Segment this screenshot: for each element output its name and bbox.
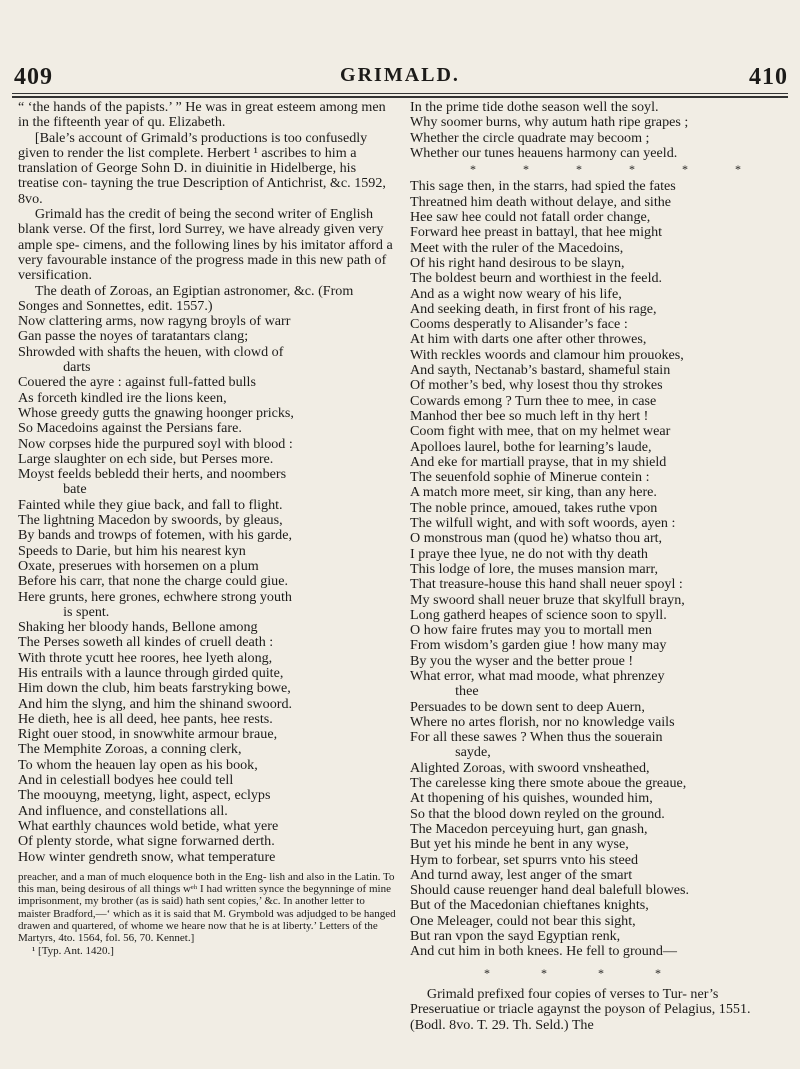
verse-line: By bands and trowps of fotemen, with his garde,	[18, 527, 292, 544]
verse-line: To whom the heauen lay open as his book,	[18, 756, 258, 773]
verse-line: O how faire frutes may you to mortall men	[410, 622, 652, 639]
verse-line: This sage then, in the starrs, had spied the fates	[410, 178, 676, 195]
verse-line: Couered the ayre : against full-fatted bulls	[18, 374, 256, 391]
blank-verse-paragraph: Grimald has the credit of being the second writer of English blank verse. Of the first, lord Surrey, we have already given very ample spe- cimens, and the following lines by his imitator afford a very favourable instance of the progress made in this new path of versification.	[18, 206, 393, 284]
verse-line: thee	[455, 683, 479, 700]
footnotes	[18, 871, 396, 957]
verse-line: The moouyng, meetyng, light, aspect, eclyps	[18, 787, 271, 804]
verse-line: Of plenty storde, what signe forwarned derth.	[18, 833, 275, 850]
verse-line: The boldest beurn and worthiest in the feeld.	[410, 270, 663, 287]
verse-line: So Macedoins against the Persians fare.	[18, 420, 242, 437]
verse-line: My swoord shall neuer bruze that skylfull brayn,	[410, 591, 685, 608]
verse-line: The Memphite Zoroas, a conning clerk,	[18, 741, 242, 758]
verse-line: So that the blood down reyled on the ground.	[410, 805, 665, 822]
footnote-continuation: preacher, and a man of much eloquence both in the Eng- lish and also in the Latin. To this man, being desirous of all things wᵉʰ I had written synce the begynninge of mine imprisonment, my brother (as is said) hath sent copies,’ &c. In another letter to maister Bradford,—‘ which as it is said that M. Grymbold was adjudged to be hanged drawen and quartered, of whome we heare now that he is at liberty.’ Letters of the Martyrs, 4to. 1564, fol. 56, 70. Kennet.]	[18, 870, 396, 945]
verse-line: Large slaughter on ech side, but Perses more.	[18, 450, 274, 467]
verse-line: Apolloes laurel, bothe for learning’s laude,	[410, 438, 652, 455]
verse-line: Moyst feelds bebledd their herts, and noombers	[18, 466, 287, 483]
verse-line: What error, what mad moode, what phrenzey	[410, 667, 665, 684]
verse-line: Cooms desperatly to Alisander’s face :	[410, 316, 628, 333]
verse-line: Why soomer burns, why autum hath ripe grapes ;	[410, 114, 689, 131]
verse-line: Hee saw hee could not fatall order change,	[410, 209, 651, 226]
verse-line: Here grunts, here grones, echwhere strong youth	[18, 588, 292, 605]
verse-line: Now corpses hide the purpured soyl with blood :	[18, 435, 293, 452]
verse-line: With throte ycutt hee roores, hee lyeth along,	[18, 649, 273, 666]
verse-line: Shaking her bloody hands, Bellone among	[18, 619, 258, 636]
verse-line: The Macedon perceyuing hurt, gan gnash,	[410, 820, 648, 837]
verse-line: And in celestiall bodyes hee could tell	[18, 772, 234, 789]
verse-line: At him with darts one after other throwes,	[410, 331, 647, 348]
bale-paragraph: [Bale’s account of Grimald’s productions is too confusedly given to render the list complete. Herbert ¹ ascribes to him a translation of George Sohn D. in diuinitie in Hidelberge, his treatise con- tayning the true Description of Antichrist, &c. 1592, 8vo.	[18, 129, 386, 207]
verse-line: How winter gendreth snow, what temperature	[18, 848, 276, 865]
verse-line: And eke for martiall prayse, that in my shield	[410, 453, 667, 470]
verse-line: The lightning Macedon by swoords, by gleaus,	[18, 512, 283, 529]
page-number-right: 410	[749, 64, 788, 90]
verse-line: Forward hee preast in battayl, that hee might	[410, 224, 663, 241]
page-number-left: 409	[14, 64, 53, 90]
verse-line: And as a wight now weary of his life,	[410, 285, 622, 302]
verse-line: And sayth, Nectanab’s bastard, shameful stain	[410, 362, 671, 379]
verse-line: The seuenfold sophie of Minerue contein :	[410, 469, 650, 486]
verse-line: Alighted Zoroas, with swoord vnsheathed,	[410, 759, 650, 776]
verse-line: A match more meet, sir king, than any here.	[410, 484, 657, 501]
section-stars: * * * *	[484, 965, 685, 980]
verse-line: sayde,	[455, 744, 491, 761]
verse-line: Gan passe the noyes of taratantars clang;	[18, 328, 249, 345]
poem-verses-right-b	[410, 179, 788, 959]
poem-title: The death of Zoroas, an Egiptian astronomer, &c. (From Songes and Sonnettes, edit. 1557.)	[18, 282, 354, 314]
verse-line: bate	[63, 481, 87, 498]
verse-line: Meet with the ruler of the Macedoins,	[410, 239, 624, 256]
verse-line: He dieth, hee is all deed, hee pants, hee rests.	[18, 710, 273, 727]
left-column	[18, 100, 396, 957]
verse-line: Of his right hand desirous to be slayn,	[410, 254, 625, 271]
page-header	[0, 0, 800, 96]
verse-line: is spent.	[63, 603, 110, 620]
verse-line: Threatned him death without delaye, and sithe	[410, 193, 672, 210]
verse-line: At thopening of his quishes, wounded him,	[410, 790, 653, 807]
header-rule	[12, 93, 788, 94]
verse-line: By you the wyser and the better proue !	[410, 652, 634, 669]
verse-line: And seeking death, in first front of his rage,	[410, 300, 657, 317]
verse-line: The carelesse king there smote aboue the greaue,	[410, 775, 687, 792]
verse-line: The Perses soweth all kindes of cruell death :	[18, 634, 274, 651]
verse-line: This lodge of lore, the muses mansion marr,	[410, 560, 658, 577]
right-column	[410, 100, 788, 1033]
verse-line: Should cause reuenger hand deal balefull blowes.	[410, 882, 690, 899]
verse-line: Right ouer stood, in snowwhite armour braue,	[18, 726, 278, 743]
verse-line: Persuades to be down sent to deep Auern,	[410, 698, 645, 715]
verse-line: One Meleager, could not bear this sight,	[410, 912, 636, 929]
verse-line: Cowards emong ? Turn thee to mee, in case	[410, 392, 657, 409]
verse-line: Now clattering arms, now ragyng broyls of warr	[18, 313, 291, 330]
verse-line: Before his carr, that none the charge could giue.	[18, 573, 288, 590]
verse-line: For all these sawes ? When thus the souerain	[410, 729, 663, 746]
verse-line: The noble prince, amoued, takes ruthe vpon	[410, 499, 658, 516]
verse-line: With reckles woords and clamour him prouokes,	[410, 346, 684, 363]
verse-line: From wisdom’s garden giue ! how many may	[410, 637, 667, 654]
verse-line: His entrails with a launce through girded quite,	[18, 664, 284, 681]
verse-line: Long gatherd heapes of science soon to spyll.	[410, 606, 667, 623]
verse-line: And turnd away, lest anger of the smart	[410, 866, 633, 883]
closing-paragraph: Grimald prefixed four copies of verses to Tur- ner’s Preseruatiue or triacle agaynst the poyson of Pelagius, 1551. (Bodl. 8vo. T. 29. Th. Seld.) The	[410, 985, 751, 1033]
verse-line: Speeds to Darie, but him his nearest kyn	[18, 542, 246, 559]
verse-line: Whose greedy gutts the gnawing hoonger pricks,	[18, 404, 294, 421]
verse-line: Coom fight with mee, that on my helmet wear	[410, 423, 671, 440]
verse-line: And him the slyng, and him the shinand swoord.	[18, 695, 293, 712]
verse-line: O monstrous man (quod he) whatso thou art,	[410, 530, 663, 547]
verse-line: Whether our tunes heauens harmony can yeeld.	[410, 144, 678, 161]
verse-line: As forceth kindled ire the lions keen,	[18, 389, 227, 406]
verse-line: I praye thee lyue, ne do not with thy death	[410, 545, 648, 562]
verse-line: The wilfull wight, and with soft woords, ayen :	[410, 515, 676, 532]
poem-verses-right-a	[410, 100, 788, 161]
verse-line: But yet his minde he bent in any wyse,	[410, 836, 629, 853]
verse-line: Fainted while they giue back, and fall to flight.	[18, 496, 283, 513]
section-stars: * * * * * *	[470, 162, 763, 177]
verse-line: Hym to forbear, set spurrs vnto his steed	[410, 851, 639, 868]
verse-line: Of mother’s bed, why losest thou thy strokes	[410, 377, 663, 394]
header-rule-thick	[12, 96, 788, 98]
verse-line: That treasure-house this hand shall neuer spoyl :	[410, 576, 683, 593]
verse-line: But of the Macedonian chieftanes knights,	[410, 897, 649, 914]
verse-line: But ran vpon the sayd Egyptian renk,	[410, 928, 621, 945]
verse-line: Him down the club, him beats farstryking bowe,	[18, 680, 291, 697]
verse-line: Manhod ther bee so much left in thy hert !	[410, 407, 649, 424]
running-title: GRIMALD.	[340, 64, 460, 86]
verse-line: What earthly chaunces wold betide, what yere	[18, 817, 279, 834]
opening-paragraph: “ ‘the hands of the papists.’ ” He was in great esteem among men in the fifteenth year of qu. Elizabeth.	[18, 99, 386, 131]
verse-line: And cut him in both knees. He fell to ground—	[410, 943, 677, 960]
verse-line: Shrowded with shafts the heuen, with clowd of	[18, 343, 284, 360]
verse-line: Where no artes florish, nor no knowledge vails	[410, 713, 675, 730]
verse-line: darts	[63, 359, 91, 376]
verse-line: Oxate, preserues with horsemen on a plum	[18, 557, 259, 574]
verse-line: In the prime tide dothe season well the soyl.	[410, 99, 659, 115]
verse-line: And influence, and constellations all.	[18, 802, 228, 819]
verse-line: Whether the circle quadrate may becoom ;	[410, 129, 650, 146]
footnote-herbert: ¹ [Typ. Ant. 1420.]	[32, 944, 114, 957]
poem-verses-left	[18, 314, 396, 865]
